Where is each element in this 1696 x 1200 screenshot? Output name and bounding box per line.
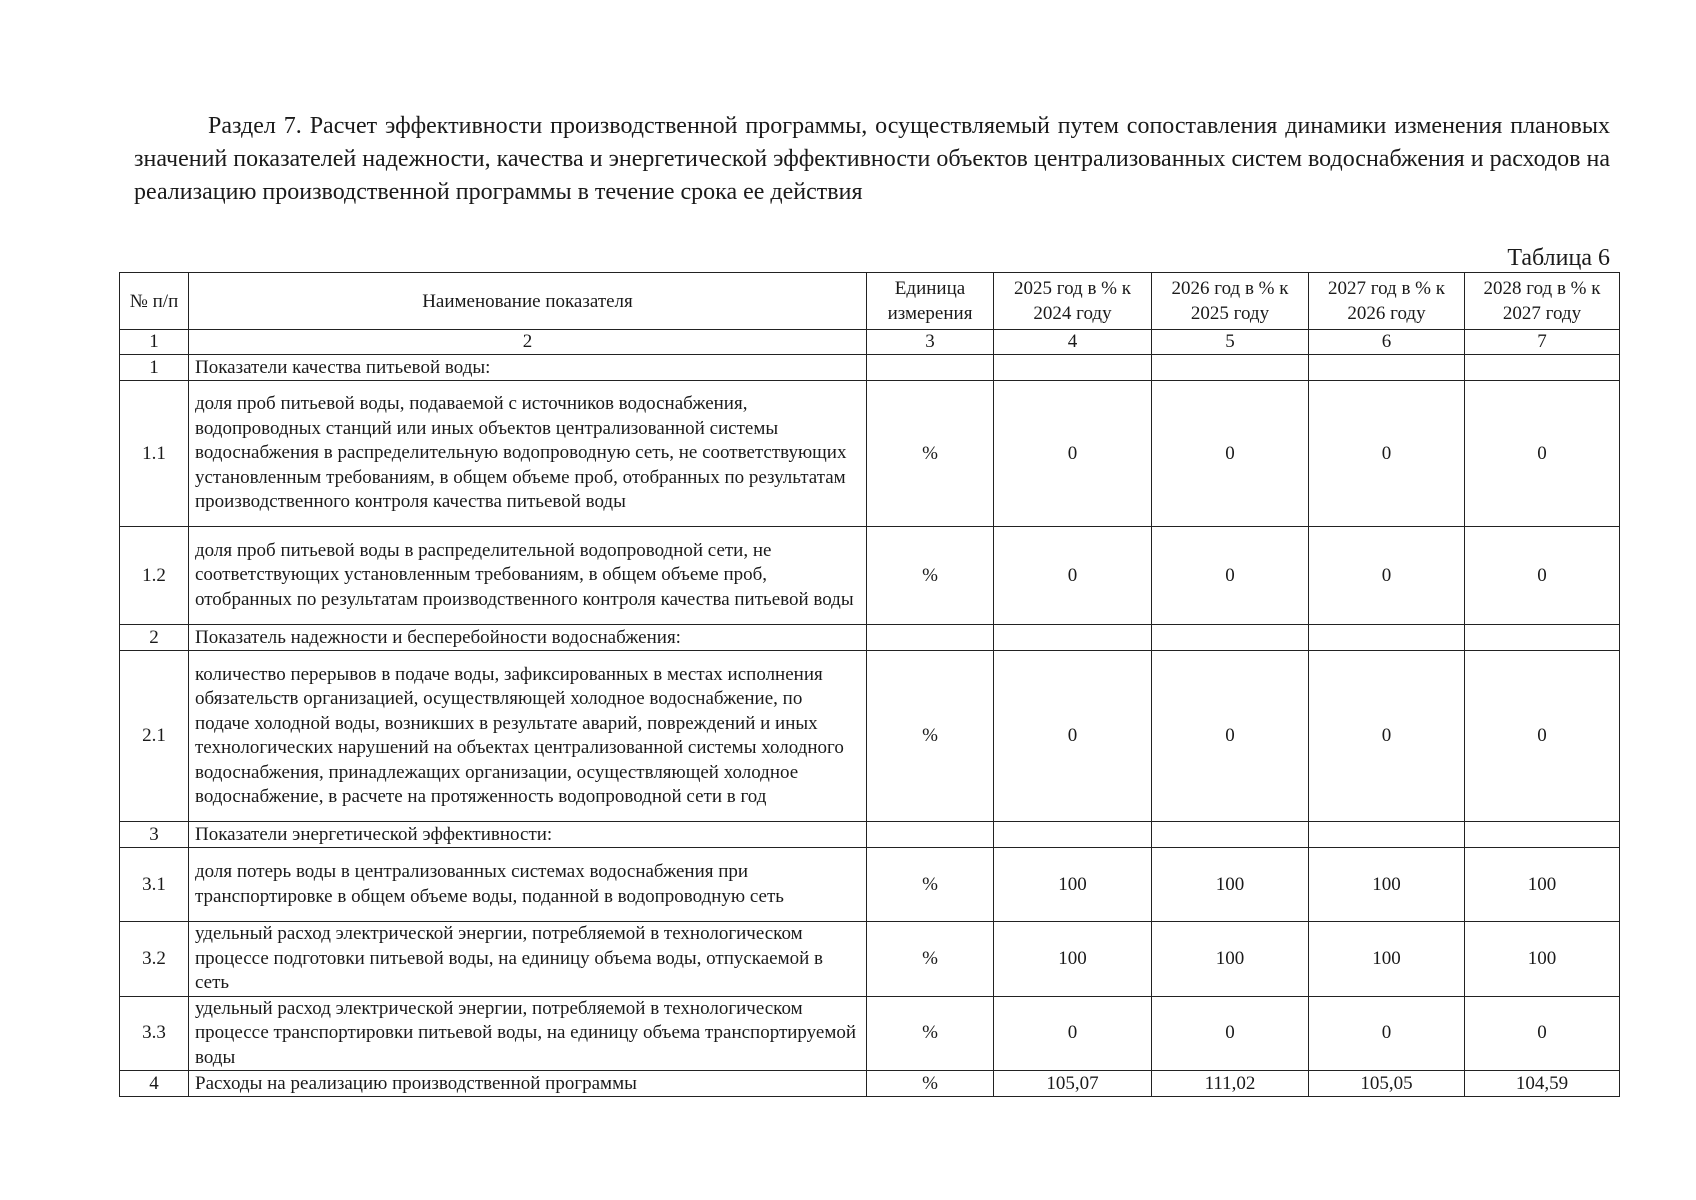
value-2027: 100 xyxy=(1309,848,1465,922)
row-num: 4 xyxy=(120,1071,189,1097)
value-2028: 100 xyxy=(1465,848,1620,922)
indicator-name: удельный расход электрической энергии, потребляемой в технологическом процессе подготовки питьевой воды, на единицу объема воды, отпускаемой в сеть xyxy=(189,922,867,997)
value-2025: 105,07 xyxy=(994,1071,1152,1097)
table-row xyxy=(120,848,1620,922)
header-name: Наименование показателя xyxy=(189,273,867,330)
value-2026: 0 xyxy=(1152,996,1309,1071)
section-heading: Раздел 7. Расчет эффективности производственной программы, осуществляемый путем сопоставления динамики изменения плановых значений показателей надежности, качества и энергетической эффективности объектов централизованных систем водоснабжения и расходов на реализацию производственной программы в течение срока ее действия xyxy=(134,113,1610,205)
column-number: 4 xyxy=(994,330,1152,355)
header-2028: 2028 год в % к 2027 году xyxy=(1465,273,1620,330)
value-2025: 0 xyxy=(994,527,1152,625)
value-2025: 100 xyxy=(994,922,1152,997)
value-2028: 0 xyxy=(1465,996,1620,1071)
row-num: 1.1 xyxy=(120,381,189,527)
row-num: 2 xyxy=(120,625,189,651)
value-2027: 105,05 xyxy=(1309,1071,1465,1097)
value-2028: 0 xyxy=(1465,651,1620,822)
table-row xyxy=(120,922,1620,997)
value-2026: 0 xyxy=(1152,381,1309,527)
unit-cell: % xyxy=(867,848,994,922)
unit-cell: % xyxy=(867,381,994,527)
value-2028: 0 xyxy=(1465,527,1620,625)
table-row xyxy=(120,996,1620,1071)
value-2025: 100 xyxy=(994,848,1152,922)
value-2028: 100 xyxy=(1465,922,1620,997)
column-number: 7 xyxy=(1465,330,1620,355)
column-number-row xyxy=(120,330,1620,355)
value-2025: 0 xyxy=(994,381,1152,527)
value-2026: 0 xyxy=(1152,651,1309,822)
table-row xyxy=(120,381,1620,527)
row-num: 3.3 xyxy=(120,996,189,1071)
table-row xyxy=(120,651,1620,822)
unit-cell: % xyxy=(867,651,994,822)
value-2028: 0 xyxy=(1465,381,1620,527)
row-num: 1 xyxy=(120,355,189,381)
indicator-name: Расходы на реализацию производственной программы xyxy=(189,1071,867,1097)
value-2027: 0 xyxy=(1309,527,1465,625)
section-title: Показатель надежности и бесперебойности водоснабжения: xyxy=(189,625,867,651)
value-2026: 0 xyxy=(1152,527,1309,625)
unit-cell: % xyxy=(867,996,994,1071)
header-num: № п/п xyxy=(120,273,189,330)
indicator-name: количество перерывов в подаче воды, зафиксированных в местах исполнения обязательств организацией, осуществляющей холодное водоснабжение, по подаче холодной воды, возникших в результате аварий, повреждений и иных технологических нарушений на объектах централизованной системы холодного водоснабжения, принадлежащих организации, осуществляющей холодное водоснабжение, в расчете на протяженность водопроводной сети в год xyxy=(189,651,867,822)
row-num: 2.1 xyxy=(120,651,189,822)
section-row-energy xyxy=(120,822,1620,848)
value-2027: 0 xyxy=(1309,381,1465,527)
value-2027: 0 xyxy=(1309,651,1465,822)
table-header-row xyxy=(120,273,1620,330)
value-2026: 111,02 xyxy=(1152,1071,1309,1097)
value-2026: 100 xyxy=(1152,848,1309,922)
unit-cell: % xyxy=(867,922,994,997)
indicator-name: удельный расход электрической энергии, потребляемой в технологическом процессе транспортировки питьевой воды, на единицу объема транспортируемой воды xyxy=(189,996,867,1071)
table-caption: Таблица 6 xyxy=(1507,245,1610,271)
row-num: 1.2 xyxy=(120,527,189,625)
section-title: Показатели качества питьевой воды: xyxy=(189,355,867,381)
row-num: 3.1 xyxy=(120,848,189,922)
section-title: Показатели энергетической эффективности: xyxy=(189,822,867,848)
column-number: 2 xyxy=(189,330,867,355)
unit-cell: % xyxy=(867,527,994,625)
value-2027: 0 xyxy=(1309,996,1465,1071)
section-row-quality xyxy=(120,355,1620,381)
row-num: 3 xyxy=(120,822,189,848)
unit-cell: % xyxy=(867,1071,994,1097)
column-number: 3 xyxy=(867,330,994,355)
column-number: 5 xyxy=(1152,330,1309,355)
value-2025: 0 xyxy=(994,651,1152,822)
header-2027: 2027 год в % к 2026 году xyxy=(1309,273,1465,330)
column-number: 1 xyxy=(120,330,189,355)
indicators-table xyxy=(119,272,1620,1097)
indicator-name: доля проб питьевой воды, подаваемой с источников водоснабжения, водопроводных станций или иных объектов централизованной системы водоснабжения в распределительную водопроводную сеть, не соответствующих установленным требованиям, в общем объеме проб, отобранных по результатам производственного контроля качества питьевой воды xyxy=(189,381,867,527)
table-row xyxy=(120,527,1620,625)
value-2025: 0 xyxy=(994,996,1152,1071)
header-2025: 2025 год в % к 2024 году xyxy=(994,273,1152,330)
value-2027: 100 xyxy=(1309,922,1465,997)
indicator-name: доля проб питьевой воды в распределительной водопроводной сети, не соответствующих установленным требованиям, в общем объеме проб, отобранных по результатам производственного контроля качества питьевой воды xyxy=(189,527,867,625)
value-2028: 104,59 xyxy=(1465,1071,1620,1097)
header-unit: Единица измерения xyxy=(867,273,994,330)
indicator-name: доля потерь воды в централизованных системах водоснабжения при транспортировке в общем объеме воды, поданной в водопроводную сеть xyxy=(189,848,867,922)
section-row-reliability xyxy=(120,625,1620,651)
header-2026: 2026 год в % к 2025 году xyxy=(1152,273,1309,330)
table-row-expenses xyxy=(120,1071,1620,1097)
value-2026: 100 xyxy=(1152,922,1309,997)
column-number: 6 xyxy=(1309,330,1465,355)
row-num: 3.2 xyxy=(120,922,189,997)
